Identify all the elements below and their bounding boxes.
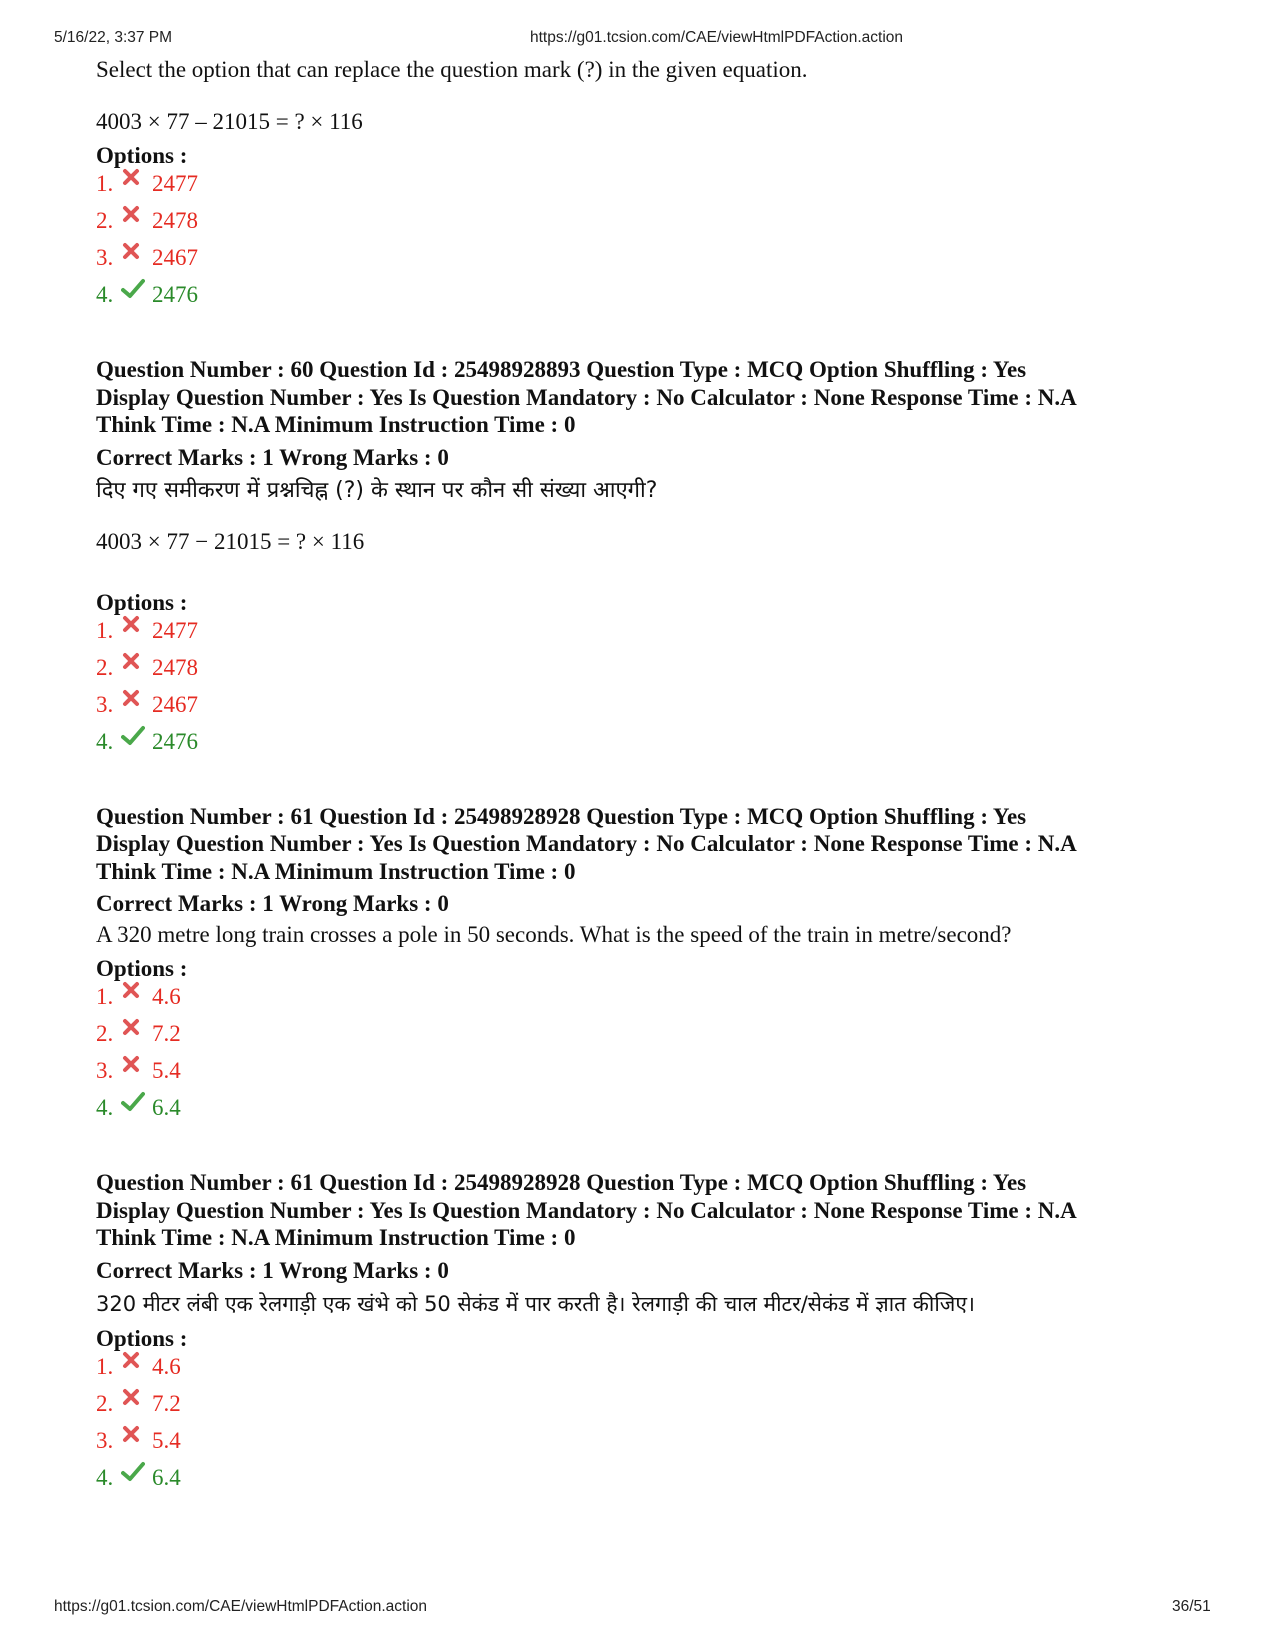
question-block	[96, 356, 1226, 765]
options-list	[96, 170, 1226, 318]
option-item	[96, 1390, 1226, 1427]
question-meta: Question Number : 61 Question Id : 25498928928 Question Type : MCQ Option Shuffling : Yes	[96, 803, 1027, 829]
option-number: 1.	[96, 171, 114, 196]
option-item	[96, 1353, 1226, 1390]
option-value: 5.4	[152, 1058, 181, 1083]
question-block	[96, 1169, 1226, 1501]
question-paper	[96, 56, 1226, 1501]
options-label: Options :	[96, 143, 188, 168]
option-item	[96, 1020, 1226, 1057]
cross-icon	[121, 1020, 152, 1044]
question-stem: Select the option that can replace the question mark (?) in the given equation.	[96, 57, 808, 82]
question-stem: दिए गए समीकरण में प्रश्नचिह्न (?) के स्थान पर कौन सी संख्या आएगी?	[96, 477, 658, 503]
question-meta: Think Time : N.A Minimum Instruction Time : 0	[96, 1225, 576, 1250]
question-meta: Display Question Number : Yes Is Question Mandatory : No Calculator : None Response Time : N.A	[96, 1197, 1077, 1223]
question-stem: 320 मीटर लंबी एक रेलगाड़ी एक खंभे को 50 सेकंड में पार करती है। रेलगाड़ी की चाल मीटर/सेकंड में ज्ञात कीजिए।	[96, 1291, 975, 1316]
question-equation: 4003 × 77 – 21015 = ? × 116	[96, 109, 363, 134]
option-number: 3.	[96, 691, 114, 717]
option-item	[96, 1464, 1226, 1501]
option-item	[96, 1057, 1226, 1094]
check-icon	[121, 728, 152, 752]
option-number: 4.	[96, 1095, 114, 1120]
options-list	[96, 617, 1226, 765]
option-value: 2477	[152, 171, 198, 196]
option-number: 2.	[96, 654, 114, 680]
option-item	[96, 244, 1226, 281]
question-meta: Display Question Number : Yes Is Question Mandatory : No Calculator : None Response Time : N.A	[96, 831, 1077, 856]
cross-icon	[121, 244, 152, 268]
question-meta: Think Time : N.A Minimum Instruction Time : 0	[96, 412, 576, 437]
cross-icon	[121, 207, 152, 231]
option-number: 3.	[96, 1427, 114, 1453]
option-value: 2478	[152, 654, 198, 680]
option-value: 5.4	[152, 1427, 181, 1453]
question-marks: Correct Marks : 1 Wrong Marks : 0	[96, 1257, 449, 1283]
option-value: 2477	[152, 617, 198, 643]
option-number: 3.	[96, 1058, 114, 1083]
option-value: 2467	[152, 245, 198, 270]
option-item	[96, 1094, 1226, 1131]
option-number: 3.	[96, 245, 114, 270]
option-value: 4.6	[152, 984, 181, 1009]
question-block-continued	[96, 56, 1226, 318]
option-number: 1.	[96, 984, 114, 1009]
cross-icon	[121, 983, 152, 1007]
options-list	[96, 983, 1226, 1131]
option-item	[96, 617, 1226, 654]
check-icon	[121, 1464, 152, 1488]
options-label: Options :	[96, 589, 188, 615]
option-item	[96, 691, 1226, 728]
option-value: 2476	[152, 282, 198, 307]
option-value: 6.4	[152, 1095, 181, 1120]
cross-icon	[121, 617, 152, 641]
question-block	[96, 803, 1226, 1132]
question-meta: Question Number : 61 Question Id : 25498928928 Question Type : MCQ Option Shuffling : Yes	[96, 1170, 1027, 1195]
page-number: 36/51	[1172, 1598, 1211, 1615]
option-value: 7.2	[152, 1390, 181, 1416]
option-value: 6.4	[152, 1464, 181, 1490]
option-value: 7.2	[152, 1021, 181, 1046]
check-icon	[121, 281, 152, 305]
option-number: 1.	[96, 617, 114, 643]
question-stem: A 320 metre long train crosses a pole in 50 seconds. What is the speed of the train in metre/second?	[96, 922, 1012, 947]
cross-icon	[121, 1390, 152, 1414]
question-meta: Display Question Number : Yes Is Question Mandatory : No Calculator : None Response Time : N.A	[96, 384, 1077, 410]
options-label: Options :	[96, 956, 188, 981]
cross-icon	[121, 1353, 152, 1377]
question-marks: Correct Marks : 1 Wrong Marks : 0	[96, 444, 449, 470]
option-value: 4.6	[152, 1353, 181, 1379]
question-marks: Correct Marks : 1 Wrong Marks : 0	[96, 891, 449, 916]
options-label: Options :	[96, 1325, 188, 1351]
option-item	[96, 728, 1226, 765]
cross-icon	[121, 654, 152, 678]
options-list	[96, 1353, 1226, 1501]
cross-icon	[121, 1427, 152, 1451]
option-item	[96, 170, 1226, 207]
option-item	[96, 1427, 1226, 1464]
option-value: 2476	[152, 728, 198, 754]
cross-icon	[121, 170, 152, 194]
print-datetime: 5/16/22, 3:37 PM	[54, 29, 173, 46]
print-header-url: https://g01.tcsion.com/CAE/viewHtmlPDFAction.action	[530, 29, 904, 46]
option-number: 4.	[96, 728, 114, 754]
check-icon	[121, 1094, 152, 1118]
option-value: 2478	[152, 208, 198, 233]
option-number: 4.	[96, 1464, 114, 1490]
option-number: 2.	[96, 1021, 114, 1046]
question-meta: Think Time : N.A Minimum Instruction Time : 0	[96, 858, 576, 884]
question-meta: Question Number : 60 Question Id : 25498928893 Question Type : MCQ Option Shuffling : Yes	[96, 357, 1027, 382]
option-item	[96, 654, 1226, 691]
print-footer-url: https://g01.tcsion.com/CAE/viewHtmlPDFAction.action	[54, 1598, 428, 1615]
option-number: 2.	[96, 1390, 114, 1416]
option-number: 2.	[96, 208, 114, 233]
cross-icon	[121, 691, 152, 715]
option-item	[96, 983, 1226, 1020]
question-equation: 4003 × 77 − 21015 = ? × 116	[96, 528, 365, 554]
option-value: 2467	[152, 691, 198, 717]
option-number: 4.	[96, 282, 114, 307]
option-item	[96, 281, 1226, 318]
cross-icon	[121, 1057, 152, 1081]
option-number: 1.	[96, 1353, 114, 1379]
option-item	[96, 207, 1226, 244]
